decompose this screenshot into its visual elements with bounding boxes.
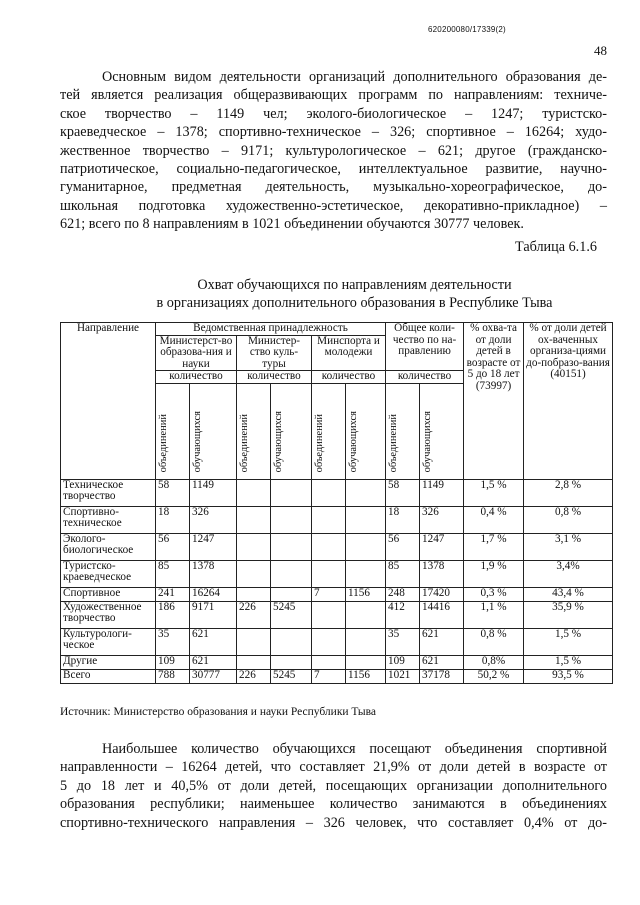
row-label: Эколого-биологическое [61,533,156,560]
intro-line: Основным видом деятельности организаций дополнительного образования де- [102,69,607,85]
table-cell: 17420 [420,587,464,601]
header-assoc-label: объединений [388,413,400,472]
table-row [61,587,613,601]
source-note: Источник: Министерство образования и науки Республики Тыва [60,706,376,718]
header-pct-share: % от доли детей ох-ваченных организа-циями до-побразо-вания (40151) [524,323,613,480]
table-cell: 85 [156,560,190,587]
header-students [420,383,464,479]
intro-line: 621; всего по 8 направлениям в 1021 объединении обучаются 30777 человек. [60,216,524,233]
table-cell: 1247 [420,533,464,560]
table-cell: 0,4 % [464,506,524,533]
table-cell [237,655,271,669]
row-label: Спортивное [61,587,156,601]
table-cell: 1021 [386,669,420,683]
header-assoc-label: объединений [239,413,250,472]
table-row [61,669,613,683]
table-cell [312,533,346,560]
header-students-label: обучающихся [348,410,359,472]
header-students-label: обучающихся [192,410,203,472]
header-quantity: количество [237,371,312,384]
header-students [346,383,386,479]
table-cell: 7 [312,587,346,601]
table-row [61,655,613,669]
page-number: 48 [594,43,607,58]
table-cell: 58 [156,479,190,506]
table-cell: 1156 [346,669,386,683]
table-cell: 1,5 % [464,479,524,506]
table-cell: 1,5 % [524,628,613,655]
table-cell: 0,8 % [524,506,613,533]
intro-line: жественное творчество – 9171; культурологическое – 621; другое (гражданско- [60,142,607,159]
table-cell [346,560,386,587]
table-cell: 0,3 % [464,587,524,601]
table-cell [271,506,312,533]
table-cell: 186 [156,601,190,628]
table-cell [271,628,312,655]
doc-id: 620200080/17339(2) [428,25,506,34]
intro-line: краеведческое – 1378; спортивно-техническое – 326; спортивное – 16264; худо- [60,124,607,141]
table-cell: 5245 [271,601,312,628]
header-assoc [237,383,271,479]
header-ministry-sport: Минспорта и молодежи [312,335,386,371]
table-cell: 621 [190,628,237,655]
table-cell: 1149 [420,479,464,506]
table-cell: 621 [420,628,464,655]
table-cell [271,655,312,669]
table-cell: 1378 [190,560,237,587]
table-cell: 14416 [420,601,464,628]
table-row [61,628,613,655]
table-row [61,601,613,628]
table-cell: 3,1 % [524,533,613,560]
table-cell [346,479,386,506]
header-assoc [156,383,190,479]
header-students-label: обучающихся [422,410,434,472]
row-label: Спортивно-техническое [61,506,156,533]
table-cell: 1156 [346,587,386,601]
coverage-table [60,322,613,684]
table-cell: 1378 [420,560,464,587]
table-cell: 1,5 % [524,655,613,669]
table-cell: 35 [156,628,190,655]
closing-line: образования республики; наименьшее количество занимаются в объединениях [60,796,607,813]
table-cell [346,533,386,560]
header-ministry-culture: Министер-ство куль-туры [237,335,312,371]
table-cell: 0,8% [464,655,524,669]
table-cell [237,533,271,560]
table-cell: 2,8 % [524,479,613,506]
table-caption: Таблица 6.1.6 [515,239,597,255]
row-label: Культурологи-ческое [61,628,156,655]
table-cell: 1,7 % [464,533,524,560]
table-cell: 109 [156,655,190,669]
table-title-line: Охват обучающихся по направлениям деятельности [197,277,512,293]
header-quantity: количество [156,371,237,384]
table-title [102,276,607,312]
table-cell: 35 [386,628,420,655]
table-cell [237,479,271,506]
closing-line: спортивно-технического направления – 326 человек, что составляет 0,4% от до- [60,814,607,831]
intro-line: патриотическое, социально-педагогическое, интеллектуальное развитие, научно- [60,161,607,178]
table-cell: 43,4 % [524,587,613,601]
table-cell: 58 [386,479,420,506]
table-cell: 3,4% [524,560,613,587]
table-cell: 1149 [190,479,237,506]
table-cell [271,587,312,601]
table-cell [271,533,312,560]
table-cell: 226 [237,669,271,683]
table-cell: 1247 [190,533,237,560]
table-cell: 621 [190,655,237,669]
table-cell: 50,2 % [464,669,524,683]
row-label: Туристско-краеведческое [61,560,156,587]
table-cell: 621 [420,655,464,669]
table-cell: 326 [420,506,464,533]
intro-line: гуманитарное, предметная деятельность, музыкально-хореографическое, до- [60,179,607,196]
table-cell: 16264 [190,587,237,601]
table-row [61,479,613,506]
table-cell: 93,5 % [524,669,613,683]
table-cell: 56 [156,533,190,560]
table-cell [271,479,312,506]
intro-paragraph [60,68,607,234]
table-row [61,533,613,560]
table-cell: 0,8 % [464,628,524,655]
table-cell: 788 [156,669,190,683]
table-row [61,506,613,533]
header-pct-children: % охва-та от доли детей в возрасте от 5 до 18 лет (73997) [464,323,524,480]
table-cell: 1,9 % [464,560,524,587]
table-cell: 109 [386,655,420,669]
table-cell: 5245 [271,669,312,683]
header-assoc-label: объединений [158,413,169,472]
table-cell: 326 [190,506,237,533]
header-students [271,383,312,479]
intro-line: тей является реализация общеразвивающих программ по направлениям: техниче- [60,87,607,104]
header-ministry-edu: Министерст-во образова-ния и науки [156,335,237,371]
table-cell: 85 [386,560,420,587]
table-cell: 18 [156,506,190,533]
closing-paragraph [60,740,607,832]
header-students [190,383,237,479]
header-departmental: Ведомственная принадлежность [156,323,386,336]
table-cell [346,601,386,628]
table-cell [271,560,312,587]
table-title-line: в организациях дополнительного образования в Республике Тыва [156,295,553,311]
intro-line: ское творчество – 1149 чел; эколого-биологическое – 1247; туристско- [60,105,607,122]
table-cell [346,506,386,533]
row-label: Техническое творчество [61,479,156,506]
table-cell: 226 [237,601,271,628]
header-assoc [386,383,420,479]
table-cell: 1,1 % [464,601,524,628]
header-assoc-label: объединений [314,413,325,472]
table-cell [237,506,271,533]
table-cell: 56 [386,533,420,560]
table-cell [237,628,271,655]
table-cell [237,587,271,601]
table-cell: 9171 [190,601,237,628]
table-cell: 241 [156,587,190,601]
closing-line: 5 до 18 лет и 40,5% от доли детей, посещающих организации дополнительного [60,777,607,794]
table-cell [346,655,386,669]
table-cell [312,628,346,655]
header-quantity: количество [386,371,464,384]
row-label: Другие [61,655,156,669]
closing-line: направленности – 16264 детей, что составляет 21,9% от доли детей в возрасте от [60,759,607,776]
table-cell [312,601,346,628]
table-cell: 18 [386,506,420,533]
header-quantity: количество [312,371,386,384]
table-row [61,560,613,587]
table-cell: 7 [312,669,346,683]
table-cell [312,560,346,587]
table-cell [346,628,386,655]
row-label: Художественное творчество [61,601,156,628]
table-cell [312,655,346,669]
table-cell [312,479,346,506]
header-students-label: обучающихся [273,410,284,472]
table-cell: 37178 [420,669,464,683]
table-cell: 412 [386,601,420,628]
closing-line: Наибольшее количество обучающихся посещают объединения спортивной [102,741,607,757]
table-cell: 35,9 % [524,601,613,628]
table-cell [312,506,346,533]
header-direction: Направление [61,323,156,480]
table-cell: 248 [386,587,420,601]
table-cell [237,560,271,587]
table-cell: 30777 [190,669,237,683]
intro-line: школьная подготовка художественно-эстетическое, декоративно-прикладное) – [60,197,607,214]
header-assoc [312,383,346,479]
header-total-count: Общее коли-чество по на-правлению [386,323,464,371]
row-label: Всего [61,669,156,683]
